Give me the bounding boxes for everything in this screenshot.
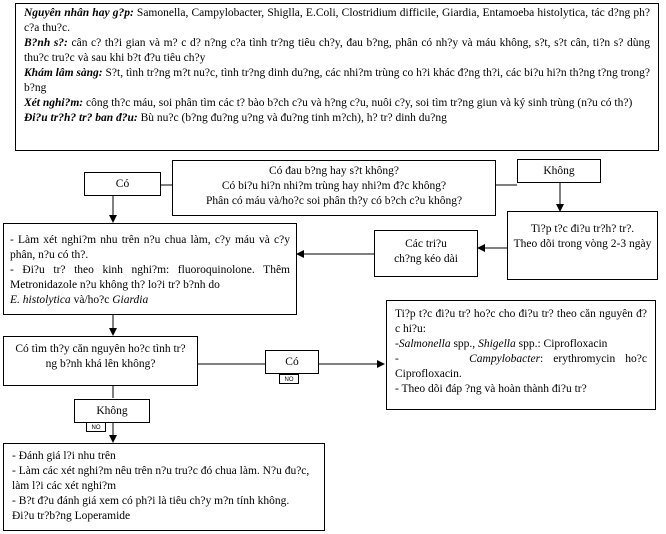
specific-campy-rest: : erythromycin ho?c Ciprofloxacin. (395, 353, 647, 380)
no-label-bottom (74, 399, 150, 423)
continue-line-2: Theo dõi trong vòng 2-3 ngày (513, 238, 652, 250)
continue-line-1: Ti?p t?c đi?u tr?h? tr?. (530, 223, 635, 235)
tests-giardia: Giardia (112, 294, 149, 306)
specific-treatment-box (386, 300, 656, 410)
reassess-box (3, 443, 325, 531)
reassess-line-3: - B?t đ?u đánh giá xem có ph?i là tiêu ch?y m?n tính không. (12, 495, 290, 507)
info-text-treatment: Bù nu?c (b?ng đu?ng u?ng và đu?ng tinh m?ch), h? tr? dinh du?ng (137, 112, 447, 124)
no-tag-mid (279, 374, 299, 384)
info-text-tests: công th?c máu, soi phân tìm các t? bào b?ch c?u và h?ng c?u, nuôi c?y, soi tìm tr?ng giun và ký sinh trùng (n?u có th?) (83, 97, 633, 109)
specific-salmonella: -Salmonella (395, 338, 451, 350)
info-label-causes: Nguyên nhân hay g?p: (24, 7, 134, 19)
question-box (172, 160, 496, 216)
tests-line-3 (10, 293, 290, 308)
question-line-1: Có đau b?ng hay s?t không? (269, 165, 399, 177)
tests-treatment-box (3, 223, 297, 315)
cause-question-box (3, 336, 198, 386)
specific-shigella: Shigella (478, 338, 516, 350)
specific-salmonella-rest: spp., (450, 338, 479, 350)
persist-line-2: ch?ng kéo dài (394, 253, 458, 265)
tests-and-or: và/ho?c (70, 294, 113, 306)
cause-question-text: Có tìm th?y căn nguyên ho?c tình tr?ng b?nh khá lên không? (15, 343, 186, 370)
yes-label-top-text: Có (115, 178, 130, 190)
no-tag-bottom-text: NO (91, 425, 101, 431)
info-text-causes: Samonella, Campylobacter, Shiglla, E.Coli, Clostridium difficile, Giardia, Entamoeba histolytica, tác d?ng ph? c?a thu?c. (24, 7, 650, 34)
no-label-top (517, 159, 601, 183)
no-tag-bottom (86, 422, 106, 432)
no-tag-mid-text: NO (284, 377, 294, 383)
reassess-line-2: - Làm các xét nghi?m nêu trên n?u tru?c đó chua làm. N?u đu?c, làm l?i các xét nghi?m (12, 465, 310, 492)
info-label-tests: Xét nghi?m: (24, 97, 84, 109)
no-label-top-text: Không (543, 165, 575, 177)
reassess-line-1: - Đánh giá l?i nhu trên (12, 450, 116, 462)
no-label-bottom-text: Không (96, 405, 128, 417)
specific-salmonella-line (395, 337, 647, 352)
specific-campy-dash: - (395, 353, 470, 365)
info-label-history: B?nh s?: (24, 37, 68, 49)
specific-shigella-rest: spp.: Ciprofloxacin (515, 338, 608, 350)
info-label-exam: Khám lâm sàng: (24, 67, 103, 79)
tests-ehistolytica: E. histolytica (10, 294, 71, 306)
persistent-symptoms-box (374, 230, 478, 277)
tests-line-2: - Đi?u tr? theo kinh nghi?m: fluoroquinolone. Thêm Metronidazole n?u không th? lo?i tr? b?nh do (10, 264, 290, 291)
info-text-history: cân c? th?i gian và m? c d? n?ng c?a tình tr?ng tiêu ch?y, đau b?ng, phân có nh?y và máu không, s?t, s?t cân, ti?n s? dùng thu?c tru?c và sau khi b?t đ?u tiêu ch?y (24, 37, 650, 64)
info-label-treatment: Đi?u tr?h? tr? ban đ?u: (24, 112, 138, 124)
tests-line-1: - Làm xét nghi?m nhu trên n?u chua làm, c?y máu và c?y phân, n?u có th?. (10, 234, 290, 261)
specific-campylobacter: Campylobacter (469, 353, 541, 365)
yes-label-mid-text: Có (285, 356, 299, 368)
question-line-3: Phân có máu và/ho?c soi phân th?y có b?ch c?u không? (205, 195, 463, 207)
specific-campylobacter-line (395, 352, 647, 382)
question-line-2: Có bi?u hi?n nhi?m trùng hay nhi?m đ?c không? (221, 180, 447, 192)
reassess-line-4: Đi?u tr?b?ng Loperamide (12, 510, 131, 522)
yes-label-mid (265, 350, 319, 374)
specific-intro: Ti?p t?c đi?u tr? ho?c cho đi?u tr? theo căn nguyên đ?c hi?u: (395, 308, 647, 335)
yes-label-top (84, 172, 161, 196)
info-text-exam: S?t, tình tr?ng m?t nu?c, tình tr?ng dinh du?ng, các nhi?m trùng co h?i khác đ?ng th?i, các bi?u hi?n th?ng t?ng trong? b?ng (24, 67, 650, 94)
persist-line-1: Các tri?u (405, 238, 447, 250)
specific-follow-up: - Theo dõi đáp ?ng và hoàn thành đi?u tr? (395, 383, 587, 395)
continue-treatment-box (507, 211, 658, 280)
